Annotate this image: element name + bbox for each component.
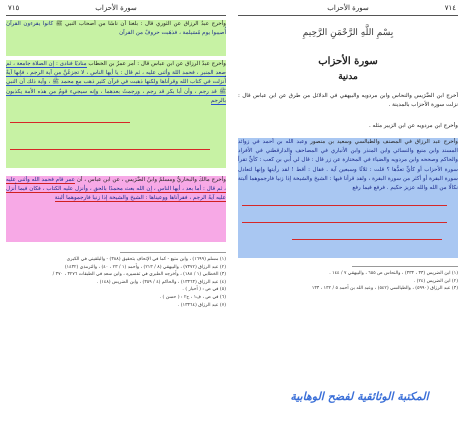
right-header-rule <box>238 15 458 16</box>
red-underline-right-3 <box>292 239 442 240</box>
watermark-text: المكتبة الوثائقية لفضح الوهابية <box>290 390 429 403</box>
intro-paragraph: أخرج ابن الضُّرَيس والنحاس وابن مردويه والبيهقي في الدلائل من طرق عن ابن عباس قال : نزلت سورة الأحزاب بالمدينة . <box>238 93 458 109</box>
right-header-title: سورة الأحزاب <box>327 4 369 12</box>
left-page-number: ٧١٥ <box>8 4 20 12</box>
right-footnotes <box>238 270 458 300</box>
left-footnote-6: (٦) في ص ، ف١ ، ح٢ : ( حسن ) . <box>159 294 226 300</box>
blue-p-lead: وأخرج عبد الرزاق في المصنف والطيالسي وسعيد بن منصور <box>310 139 458 145</box>
green-paragraph-2 <box>6 60 226 168</box>
left-footnote-4: (٤) عبد الرزاق (١٣٣٦٣) ، والحاكم (٤ / ٣٥٩) ، وابن الضريس (١٤٨) . <box>96 279 226 285</box>
left-footnote-rule <box>120 252 226 253</box>
right-page-number: ٧١٤ <box>444 4 456 12</box>
surah-subtitle: مدنية <box>338 72 358 82</box>
left-footnote-2: (٢) عبد الرزاق (٧٣٧٢) ، والبيهقي (٨ / ٢١٣) ، وأحمد (١ / ٢٣ ، ٤٠) ، والترمذي (١٤٣٢) <box>64 264 226 270</box>
right-page <box>232 0 464 427</box>
blue-p-body: وعبد الله بن أحمد في زوائد المسند وابن منيع والنسائي وابن المنذر وابن الأنباري في المصاحف والدارقطني في الأفراد والحاكم وصححه وابن مردويه والضياء في المختارة عن زر قال : قال لي أُبي بن كعب : كأيٍّ تقرأ سورة الأحزاب أو كأيٍّ تعدُّها ؟ قلت : ثلاثًا وسبعين آية . فقال : أقط ! لقد رأيتها وإنها لتعادل سورة البقرة أو أكثر من سورة البقرة ، ولقد قرأنا فيها : الشيخ والشيخة إذا زنيا فارجموهما ألبتة نكالًا من الله والله عزيز حكيم . فرفع فيما رفع <box>238 139 458 192</box>
red-underline-right-2 <box>242 222 447 223</box>
pink-p-body: عمر قام فحمد الله وأثنى عليه ، ثم قال : أما بعد ، أيها الناس ، إن الله بعث محمدًا بالحق ، وأنزل عليه الكتاب ، فكان فيما أُنزل عليه آيةُ الرجم ، فقرأناها ووعيناها : الشيخ والشيخة إذا زنيا فارجموهما ألبتة <box>6 177 226 202</box>
green-p1-rest: كانوا يقرءون القرآنَ أُصيبوا يوم مُسَيلمة ، فذهَبت حروفٌ من القرآن <box>6 21 226 37</box>
surah-title: سورة الأحزاب <box>318 56 378 67</box>
right-footnote-rule <box>352 266 458 267</box>
pink-paragraph <box>6 176 226 242</box>
green-p1-lead: وأخرج عبدُ الرزاق عن الثوري قال : بلغنا أن ناسًا من أصحاب النبي ﷺ <box>55 21 226 27</box>
left-footnote-5: (٥) في ص : ( أحبار ) . <box>182 287 226 293</box>
left-header-rule <box>6 15 226 16</box>
green-p2-body: مناديًا فنادى : إن الصلاة جامعة ، ثم صعد المنبر ، فحمد اللهَ وأثنى عليه ، ثم قال : يا أيها الناس ، لا تجزعُنَّ من آية الرجم ، فإنها آيةٌ أُنزلت في كتاب الله وقرأناها ولكنها ذهبت في قرآن كثير ذهب مع محمد ﷺ ، وآية ذلك أن النبي ﷺ قد رجم ، وأن أبا بكر قد رجم ، ورجمتُ بعدهما ، وإنه سيجيء قومٌ من هذه الأمة يكذبون بالرجم <box>6 61 226 104</box>
right-footnote-1: (١) ابن الضريس (٣٣ ، ٣٣٣) ، والنحاس ص ٦٥٥ ، والبيهقي ٧ / ١٤٤ . <box>329 271 458 276</box>
right-footnote-3: (٣) عبد الرزاق (٥٩٩٠) ، والطيالسي (٥٤٢) ، وعبد الله بن أحمد ٥ / ١٣٢ ، ١٣٣ <box>311 286 458 292</box>
green-paragraph-1 <box>6 20 226 56</box>
left-footnote-3: (٣) الخطابي (١ / ١٨٨) ، وأخرجه الطبري في تفسيره ، وابن سعد في الطبقات ٣٢٧٦ ، ٣٧٠ / <box>52 272 226 278</box>
left-footnote-1: (١) مسلم (١٦٩٩) ، وابن منيع - كما في الإتحاف بتحقيق (٣٨٨) - والبلقيني في الكبرى <box>66 257 226 262</box>
basmala: بِسْمِ اللَّهِ الرَّحْمَنِ الرَّحِيمِ <box>302 28 394 38</box>
second-paragraph: وأخرج ابن مردويه عن ابن الزبير مثله . <box>368 123 458 129</box>
green-p2-lead: وأخرج عبدُ الرزاق عن ابن عباس قال : أمر عمرُ بن الخطاب <box>88 61 226 67</box>
red-underline-left-2 <box>10 149 210 150</box>
left-header-title: سورة الأحزاب <box>95 4 137 12</box>
right-footnote-2: (٢) ابن الضريس (٢٤) . <box>413 278 458 284</box>
red-underline-left-1 <box>10 122 130 123</box>
left-footnote-7: (٧) عبد الرزاق (١٣٣٦٤) . <box>177 302 226 308</box>
blue-paragraph <box>238 138 458 258</box>
pink-p-lead: وأخرج مالكٌ والبخاريُّ ومسلمٌ وابنُ الضُّرَيس ، عن ابن عباس ، أن <box>76 177 226 183</box>
red-underline-right-1 <box>242 205 447 206</box>
left-footnotes <box>6 256 226 316</box>
